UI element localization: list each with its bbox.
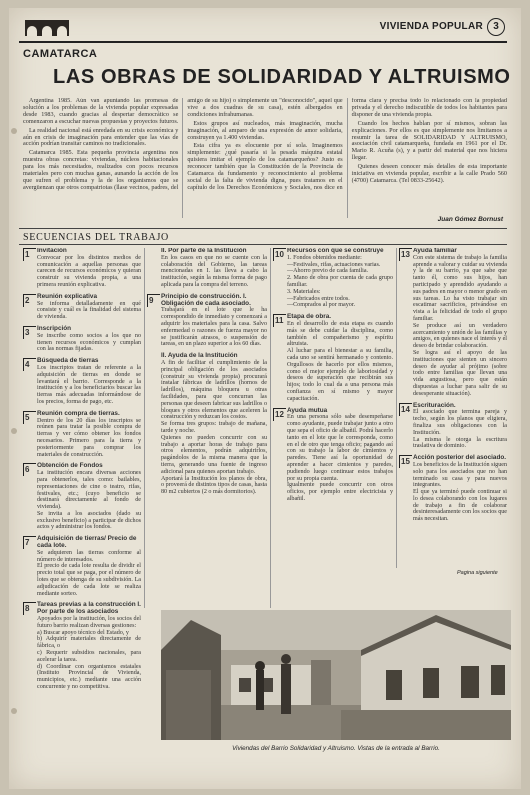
steps-column-3: [273, 248, 393, 618]
step-title: Inscripción: [37, 324, 72, 332]
intro-paragraph: La realidad nacional está enredada en su crisis económica y aún en crisis de imaginación para entender que las vías de acción podrían transitar caminos no tradicionales.: [23, 126, 179, 148]
step-title: Ayuda mutua: [287, 406, 328, 414]
step-number: 10: [273, 248, 286, 261]
steps-column-1: [23, 248, 141, 693]
step-number: 8: [23, 602, 36, 615]
step-number: 11: [273, 314, 286, 327]
work-step: [23, 248, 141, 289]
step-number: 6: [23, 463, 36, 476]
barrio-photo: [161, 610, 511, 740]
step-title: Reunión explicativa: [37, 292, 98, 300]
work-step: [23, 326, 141, 353]
step-body: Dentro de los 20 días los inscriptos se reúnen para tratar la posible compra de tierras y ver cómo obtener los fondos necesarios. Primero para la tierra y posteriormente para comprar los materiales de construcción.: [37, 417, 141, 458]
step-body: En los casos en que no se cuente con la colaboración del Gobierno, las tareas mencionadas en I. las lleva a cabo la institución, según la misma forma de pago aplicada para la compra del terreno.: [161, 254, 267, 288]
step-number: 14: [399, 403, 412, 416]
step-body: Los beneficios de la Institución siguen solo para los asociados que no han terminado su casa y para nuevos integrantes. El que ya terminó puede continuar si lo desea colaborando con los lugares de trabajo a fin de colaborar desinteresadamente con los socios que más necesitan.: [413, 461, 507, 523]
work-step: [23, 536, 141, 597]
photo-caption: Viviendas del Barrio Solidaridad y Altruismo. Vistas de la entrada al Barrio.: [232, 745, 440, 752]
intro-paragraph: Catamarca 1985. Esta pequeña provincia argentina nos muestra obras concretas: viviendas, núcleos habitacionales para los más necesitados, realizados con pocos recursos materiales pero con muchas ganas, aunando la acción de los que sufren el problema y la de los organismos que se avergüenzan que otros compatriotas (llase vecinos, padres, del amigo de su hijo) o simplemente un "desconocido", aquel que vive a dos cuadras de su casa), estén albergados en condiciones infrahumanas.: [23, 98, 343, 191]
work-step: [399, 403, 507, 451]
work-step: [147, 248, 267, 289]
work-step: [23, 463, 141, 531]
step-body: Convocar por los distintos medios de comunicación a aquellas personas que carecen de recursos económicos y quieran construir su vivienda propia, a una primera reunión explicativa.: [37, 254, 141, 288]
step-number: 7: [23, 536, 36, 549]
intro-paragraph: Quienes deseen conocer más detalles de esta importante iniciativa en vivienda popular, escribir a la calle Prado 560 (4700) Catamarca. (Tel 0833-25642).: [351, 163, 507, 184]
intro-paragraph: Esta cifra ya es elocuente por sí sola. Imaginemos simplemente: ¿qué pasaría si la pesada máquina estatal quisiera imitar el ejemplo de los catamarqueños? Justo es reconocer también que la Constitución de la Provincia de Catamarca da fundamento y reconocimiento al problema social de la falta de vivienda digna, pues tratamos en el capítulo de los Derechos Económicos y Sociales, nos dice en forma clara y precisa todo lo relacionado con la propiedad privada y el derecho indiscutible de todos los habitantes para disponer de una vivienda propia.: [187, 98, 507, 191]
headline: LAS OBRAS DE SOLIDARIDAD Y ALTRUISMO: [53, 66, 511, 88]
work-step: [23, 294, 141, 321]
step-body: En el desarrollo de esta etapa es cuando más se debe cuidar la disciplina, como también el compañerismo y espíritu altruista. Al luchar para el bienestar a su familia, cada uno se sentirá hermanado y contento. Orgullosos de hacerlo por ellos mismos, como el mejor ejemplo de laboriosidad y deseos de superación que recibirán sus hijos; todo lo cual da a una persona más confianza en sí mismo y mayor capacitación.: [287, 320, 393, 402]
step-number: 5: [23, 411, 36, 424]
section-title: VIVIENDA POPULAR: [379, 21, 483, 32]
step-title: II. Ayuda de la Institución: [161, 352, 238, 360]
intro-text: [23, 98, 507, 218]
column-rule: [270, 248, 271, 608]
step-body: Se inscribe como socios a los que no tienen recursos económicos y cumplan con las normas fijadas.: [37, 332, 141, 353]
step-title: Búsqueda de tierras: [37, 357, 99, 365]
author-signature: Juan Gómez Bornust: [437, 216, 503, 223]
work-step: [23, 411, 141, 459]
work-step: [399, 455, 507, 523]
step-body: Se adquieren las tierras conforme al número de interesados. El precio de cada lote resulta de dividir el precio total que se paga, por el número de lotes que se obtenga de su subdivisión. La adjudicación de cada lote se realiza mediante sorteo.: [37, 549, 141, 597]
step-number: 13: [399, 248, 412, 261]
step-body: Los inscriptos tratan de referente a la adquisición de tierras en donde se levantará el barrio. Corresponde a la institución y a los beneficiarios buscar las tierras más adecuadas informándose de los precios, forma de pago, etc.: [37, 364, 141, 405]
step-body: 1. Fondos obtenidos mediante: —Festivales, rifas, actuaciones varias. —Ahorro previo de cada familia. 2. Mano de obra por cuenta de cada grupo familiar. 3. Materiales: —Fabricados entre todos. —Comprados al por mayor.: [287, 254, 393, 309]
work-step: [147, 353, 267, 496]
step-body: A fin de facilitar el cumplimiento de la principal obligación de los asociados (construir su vivienda propia) procurará instalar fábricas de ladrillos (hornos de ladrillos), máquina bloquera u otras facilidades, para que concurran las personas que deseen fabricar sus ladrillos o bloques y otros elementos que aceleren la construcción y reduzcan los costos. Se forma tres grupos: trabajo de mañana, tarde y noche. Quienes no pueden concurrir con su trabajo a aportar horas de trabajo para otros elementos, podrán adquirirlos, pagándolos de la misma manera que la tierra, generando una fuente de ingreso adicional para quienes aportan trabajo. Aportará la Institución los planos de obra, o proveerá de distintos tipos de casas, hasta 80 m2 cubiertos (2 o más dormitorios).: [161, 359, 267, 496]
step-number: 4: [23, 358, 36, 371]
sequence-header: SECUENCIAS DEL TRABAJO: [23, 232, 169, 243]
logo: [25, 20, 69, 36]
step-body: La institución encara diversas acciones para obtenerlos, tales como: bailables, representaciones de cine o teatro, rifas, festivales, etc.; (cuyo beneficio se destinará directamente al fondo de vivienda). Se invita a los asociados (dado su exclusivo beneficio) a participar de dichos actos y administrar los fondos.: [37, 470, 141, 531]
step-title: Ayuda familiar: [413, 248, 457, 254]
work-step: [273, 248, 393, 309]
step-title: Recursos con que se construye: [287, 248, 384, 254]
step-number: 12: [273, 408, 286, 421]
step-title: Etapa de obra.: [287, 313, 332, 321]
steps-column-2: [147, 248, 267, 618]
step-title: Tareas previas a la construcción I. Por parte de los asociados: [37, 601, 141, 616]
step-title: Acción posterior del asociado.: [413, 454, 507, 462]
intro-paragraph: Argentina 1985. Aún van apuntando las promesas de solución a los problemas de la vivienda popular expresadas desde 1983, cuando gracias al despertar democrático se comenzaron a escuchar nuevas propuestas y proyectos futuros.: [23, 98, 179, 125]
work-step: [273, 408, 393, 503]
column-rule: [396, 248, 397, 568]
binding-hole: [11, 128, 17, 134]
barrio-photo-image: [161, 610, 511, 740]
step-title: Escrituración.: [413, 401, 456, 409]
step-title: Invitación: [37, 248, 67, 254]
work-step: [23, 602, 141, 690]
work-step: [23, 358, 141, 406]
step-body: En una persona sólo sabe desempeñarse como ayudante, puede trabajar junto a otro que sepa el oficio de albañil. Podrá hacerlo tanto en el lote que le corresponda, como en el de otro que tenga oficio; pagando así con su trabajo la labor de cimientos y paredes. Tiene así la oportunidad de aprender a hacer cimientos y paredes, pudiendo luego continuar estos trabajos por su propia cuenta. Igualmente puede concurrir con otros oficios, por ejemplo entre electricista y albañil.: [287, 414, 393, 502]
step-body: Apoyados por la institución, los socios del futuro barrio realizan diversas gestiones: a) Buscar apoyo técnico del Estado, y b) Adquirir materiales directamente de fábrica, o c) Requerir subsidios nacionales, para acelerar la tarea. d) Coordinar con organismos estatales (Instituto Provincial de Vivienda, municipios, etc.) mediante una acción concurrente y no competitiva.: [37, 616, 141, 691]
step-number: 3: [23, 326, 36, 339]
divider: [19, 41, 507, 43]
divider: [19, 228, 507, 229]
page-number: 3: [487, 18, 505, 36]
kicker: CAMATARCA: [23, 48, 98, 60]
step-title: Reunión compra de tierras.: [37, 409, 120, 417]
steps-column-4: [399, 248, 507, 568]
step-body: Con este sistema de trabajo la familia aprende a valorar y cuidar su vivienda y la de su barrio, ya que sabe que tanto él, como sus hijos, han participado y aprendido ayudando a sus padres en mayor o menor grado en sus tareas. Lo ha visto trabajar sin escatimar sacrificios, privándose en vista a la felicidad de todo el grupo familiar. Se produce así un verdadero acercamiento y unión de las familias y amigos, en quienes nace el interés y el deseo de brindar colaboración. Se logra así el apoyo de las instituciones que sienten un sincero deseo de ayudar al prójimo (sobre todo entre familias que llevan una vida angustiosa, pero que están dispuestas a luchar para salir de su desesperante situación).: [413, 254, 507, 397]
step-body: Se informa detalladamente en qué consiste y cuál es la finalidad del sistema de vivienda.: [37, 300, 141, 321]
step-title: Obtención de Fondos: [37, 462, 103, 470]
step-title: II. Por parte de la Institución: [161, 248, 247, 254]
divider: [19, 244, 507, 245]
work-step: [399, 248, 507, 398]
page-header: [19, 18, 507, 40]
step-body: El asociado que termina pareja y techo, según los planos que eligiera, finaliza sus obligaciones con la Institución. La misma le otorga la escritura traslativa de dominio.: [413, 409, 507, 450]
magazine-page: [9, 8, 521, 789]
binding-hole: [11, 428, 17, 434]
work-step: [147, 294, 267, 348]
step-number: 1: [23, 248, 36, 261]
step-number: 15: [399, 455, 412, 468]
step-title: Adquisición de tierras/ Precio de cada lote.: [37, 535, 137, 550]
intro-paragraph: Cuando los hechos hablan por sí mismos, sobran las explicaciones. Por ellos es que simplemente nos limitamos a resumir la tarea de SOLIDARIDAD Y ALTRUISMO, asociación civil catamarqueña, fundada en 1961 por el Dr. Mario R. Acuña (s), y a partir del material que nos hiciera llegar.: [351, 119, 507, 162]
work-step: [273, 314, 393, 402]
intro-paragraph: Estos grupos así nucleados, más imaginación, mucha imaginación, al amparo de una expresión de amor solidaria, construyen ya 1.400 viviendas.: [187, 119, 343, 141]
binding-hole: [11, 708, 17, 714]
step-number: 9: [147, 294, 160, 307]
step-title: Principio de construcción. I. Obligación de cada asociado.: [161, 292, 251, 307]
continue-note: Pagina siguiente: [457, 570, 498, 576]
step-number: 2: [23, 294, 36, 307]
step-body: Trabajará en el lote que le ha correspondido de inmediato y comenzará a adquirir los materiales para la casa. Salvo enfermedad o razones de fuerza mayor no se justificarán atrasos, o suspensión de tareas, en un plazo superior a los 60 días.: [161, 307, 267, 348]
column-rule: [144, 248, 145, 608]
